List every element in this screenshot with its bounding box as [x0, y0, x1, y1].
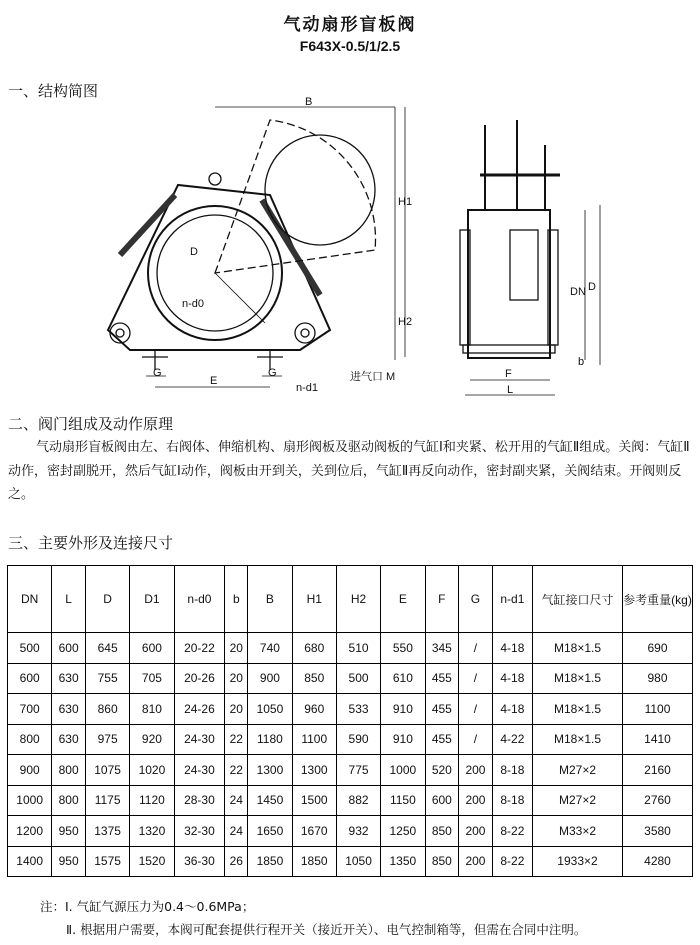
table-cell: 1000: [381, 755, 425, 786]
dim-H2: H2: [398, 316, 413, 328]
table-cell: 1020: [130, 755, 174, 786]
table-cell: 8-22: [492, 816, 532, 847]
table-cell: 690: [623, 633, 693, 664]
table-cell: 4-18: [492, 633, 532, 664]
table-cell: 24-30: [174, 755, 225, 786]
table-cell: /: [459, 633, 493, 664]
col-header: n-d1: [492, 566, 532, 633]
table-cell: 1575: [85, 846, 129, 877]
dim-F: F: [505, 368, 512, 380]
table-cell: 1650: [248, 816, 292, 847]
col-header: DN: [8, 566, 52, 633]
principle-paragraph: 气动扇形盲板阀由左、右阀体、伸缩机构、扇形阀板及驱动阀板的气缸Ⅰ和夹紧、松开用的气缸Ⅱ组成。关阀：气缸Ⅱ动作，密封副脱开，然后气缸Ⅰ动作，阀板由开到关，关到位后，气缸Ⅱ再反向动作，密封副夹紧，关阀结束。开阀则反之。: [8, 440, 690, 502]
table-cell: 950: [52, 816, 86, 847]
table-cell: 3580: [623, 816, 693, 847]
table-cell: 24: [225, 785, 248, 816]
note-2: Ⅱ. 根据用户需要，本阀可配套提供行程开关（接近开关）、电气控制箱等，但需在合同中注明。: [66, 922, 587, 937]
table-cell: 1300: [248, 755, 292, 786]
dim-L: L: [507, 384, 514, 396]
table-cell: 24-30: [174, 724, 225, 755]
table-header-row: [8, 566, 693, 633]
table-cell: 200: [459, 755, 493, 786]
section-heading-principle: 二、阀门组成及动作原理: [8, 415, 174, 433]
table-cell: 533: [336, 694, 380, 725]
table-cell: 8-22: [492, 846, 532, 877]
table-cell: 900: [248, 663, 292, 694]
table-cell: 600: [52, 633, 86, 664]
col-header: D1: [130, 566, 174, 633]
table-row: [8, 755, 693, 786]
table-cell: 4280: [623, 846, 693, 877]
dimension-table: [7, 565, 693, 877]
table-cell: 1000: [8, 785, 52, 816]
table-row: [8, 785, 693, 816]
table-cell: 8-18: [492, 785, 532, 816]
table-cell: /: [459, 724, 493, 755]
dim-H1: H1: [398, 196, 413, 208]
col-header: L: [52, 566, 86, 633]
col-header: b: [225, 566, 248, 633]
table-cell: 510: [336, 633, 380, 664]
table-cell: 1050: [248, 694, 292, 725]
table-cell: 1375: [85, 816, 129, 847]
table-cell: 850: [292, 663, 336, 694]
table-cell: 590: [336, 724, 380, 755]
table-cell: 200: [459, 846, 493, 877]
dim-n-d1: n-d1: [296, 382, 319, 394]
table-cell: 1100: [623, 694, 693, 725]
table-cell: 20-22: [174, 633, 225, 664]
table-cell: 1520: [130, 846, 174, 877]
col-header: n-d0: [174, 566, 225, 633]
dim-B: B: [305, 96, 313, 108]
table-row: [8, 816, 693, 847]
table-cell: M27×2: [533, 785, 623, 816]
table-cell: 22: [225, 755, 248, 786]
table-cell: 200: [459, 785, 493, 816]
page-title: 气动扇形盲板阀: [283, 15, 417, 35]
table-cell: 1450: [248, 785, 292, 816]
dim-G: G: [153, 367, 162, 379]
table-cell: 1075: [85, 755, 129, 786]
dim-E: E: [210, 375, 218, 387]
table-cell: 1933×2: [533, 846, 623, 877]
inlet-label: 进气口 M: [350, 371, 396, 383]
table-cell: 975: [85, 724, 129, 755]
col-header: E: [381, 566, 425, 633]
table-cell: 520: [425, 755, 459, 786]
table-cell: 455: [425, 663, 459, 694]
table-cell: 2760: [623, 785, 693, 816]
table-cell: 1120: [130, 785, 174, 816]
table-cell: 26: [225, 846, 248, 877]
table-cell: 910: [381, 724, 425, 755]
table-row: [8, 846, 693, 877]
table-cell: 740: [248, 633, 292, 664]
table-cell: 600: [8, 663, 52, 694]
table-cell: 680: [292, 633, 336, 664]
side-view: [460, 120, 600, 395]
table-cell: 910: [381, 694, 425, 725]
table-cell: 1250: [381, 816, 425, 847]
col-header: 参考重量(kg): [623, 566, 693, 633]
table-cell: 1350: [381, 846, 425, 877]
table-cell: /: [459, 694, 493, 725]
table-cell: M18×1.5: [533, 724, 623, 755]
table-cell: 1200: [8, 816, 52, 847]
table-cell: 1850: [248, 846, 292, 877]
section-heading-dimensions: 三、主要外形及连接尺寸: [8, 534, 174, 552]
table-cell: 800: [52, 755, 86, 786]
table-cell: 775: [336, 755, 380, 786]
table-cell: 630: [52, 724, 86, 755]
table-row: [8, 633, 693, 664]
table-cell: M27×2: [533, 755, 623, 786]
col-header: H2: [336, 566, 380, 633]
table-cell: 920: [130, 724, 174, 755]
table-cell: 500: [8, 633, 52, 664]
table-cell: 32-30: [174, 816, 225, 847]
table-cell: 345: [425, 633, 459, 664]
col-header: B: [248, 566, 292, 633]
table-cell: 20: [225, 633, 248, 664]
table-cell: 28-30: [174, 785, 225, 816]
table-cell: 850: [425, 846, 459, 877]
col-header: H1: [292, 566, 336, 633]
table-cell: 1100: [292, 724, 336, 755]
table-cell: 20-26: [174, 663, 225, 694]
table-cell: 705: [130, 663, 174, 694]
dim-G: G: [268, 367, 277, 379]
dim-D: D: [190, 246, 198, 258]
col-header: F: [425, 566, 459, 633]
model-number: F643X-0.5/1/2.5: [299, 38, 401, 54]
table-cell: 24-26: [174, 694, 225, 725]
table-cell: 600: [130, 633, 174, 664]
table-cell: 1300: [292, 755, 336, 786]
dim-DN: DN: [570, 286, 586, 298]
table-cell: 24: [225, 816, 248, 847]
col-header: 气缸接口尺寸: [533, 566, 623, 633]
dim-D: D: [588, 281, 596, 293]
table-cell: 645: [85, 633, 129, 664]
table-cell: 1500: [292, 785, 336, 816]
table-cell: M18×1.5: [533, 663, 623, 694]
table-cell: 1410: [623, 724, 693, 755]
dim-b: b: [578, 356, 585, 368]
table-cell: 1320: [130, 816, 174, 847]
table-row: [8, 663, 693, 694]
table-cell: 630: [52, 663, 86, 694]
table-cell: 960: [292, 694, 336, 725]
table-cell: 22: [225, 724, 248, 755]
table-cell: 932: [336, 816, 380, 847]
table-cell: 1150: [381, 785, 425, 816]
table-cell: 980: [623, 663, 693, 694]
table-cell: 500: [336, 663, 380, 694]
table-cell: 600: [425, 785, 459, 816]
table-cell: 1400: [8, 846, 52, 877]
table-cell: 800: [8, 724, 52, 755]
table-cell: 8-18: [492, 755, 532, 786]
table-cell: 4-22: [492, 724, 532, 755]
table-cell: 455: [425, 694, 459, 725]
col-header: D: [85, 566, 129, 633]
table-cell: 455: [425, 724, 459, 755]
table-cell: 1050: [336, 846, 380, 877]
table-cell: M33×2: [533, 816, 623, 847]
col-header: G: [459, 566, 493, 633]
table-cell: 4-18: [492, 694, 532, 725]
table-cell: 882: [336, 785, 380, 816]
dim-n-d0: n-d0: [182, 298, 205, 310]
section-heading-structure: 一、结构简图: [8, 82, 99, 100]
table-cell: 700: [8, 694, 52, 725]
table-row: [8, 694, 693, 725]
table-cell: 550: [381, 633, 425, 664]
table-cell: M18×1.5: [533, 633, 623, 664]
table-cell: 1175: [85, 785, 129, 816]
table-cell: 800: [52, 785, 86, 816]
table-cell: 950: [52, 846, 86, 877]
table-cell: 900: [8, 755, 52, 786]
table-cell: M18×1.5: [533, 694, 623, 725]
table-cell: 200: [459, 816, 493, 847]
table-cell: 4-18: [492, 663, 532, 694]
table-cell: 1180: [248, 724, 292, 755]
structure-drawing: [0, 95, 700, 410]
table-cell: 1850: [292, 846, 336, 877]
front-view: [108, 107, 405, 387]
table-cell: 20: [225, 694, 248, 725]
table-cell: 1670: [292, 816, 336, 847]
table-cell: 810: [130, 694, 174, 725]
table-cell: /: [459, 663, 493, 694]
table-cell: 36-30: [174, 846, 225, 877]
table-cell: 755: [85, 663, 129, 694]
table-cell: 850: [425, 816, 459, 847]
table-cell: 2160: [623, 755, 693, 786]
table-cell: 630: [52, 694, 86, 725]
table-cell: 20: [225, 663, 248, 694]
table-row: [8, 724, 693, 755]
table-cell: 860: [85, 694, 129, 725]
table-cell: 610: [381, 663, 425, 694]
note-1: 注：Ⅰ. 气缸气源压力为0.4～0.6MPa；: [40, 899, 255, 914]
